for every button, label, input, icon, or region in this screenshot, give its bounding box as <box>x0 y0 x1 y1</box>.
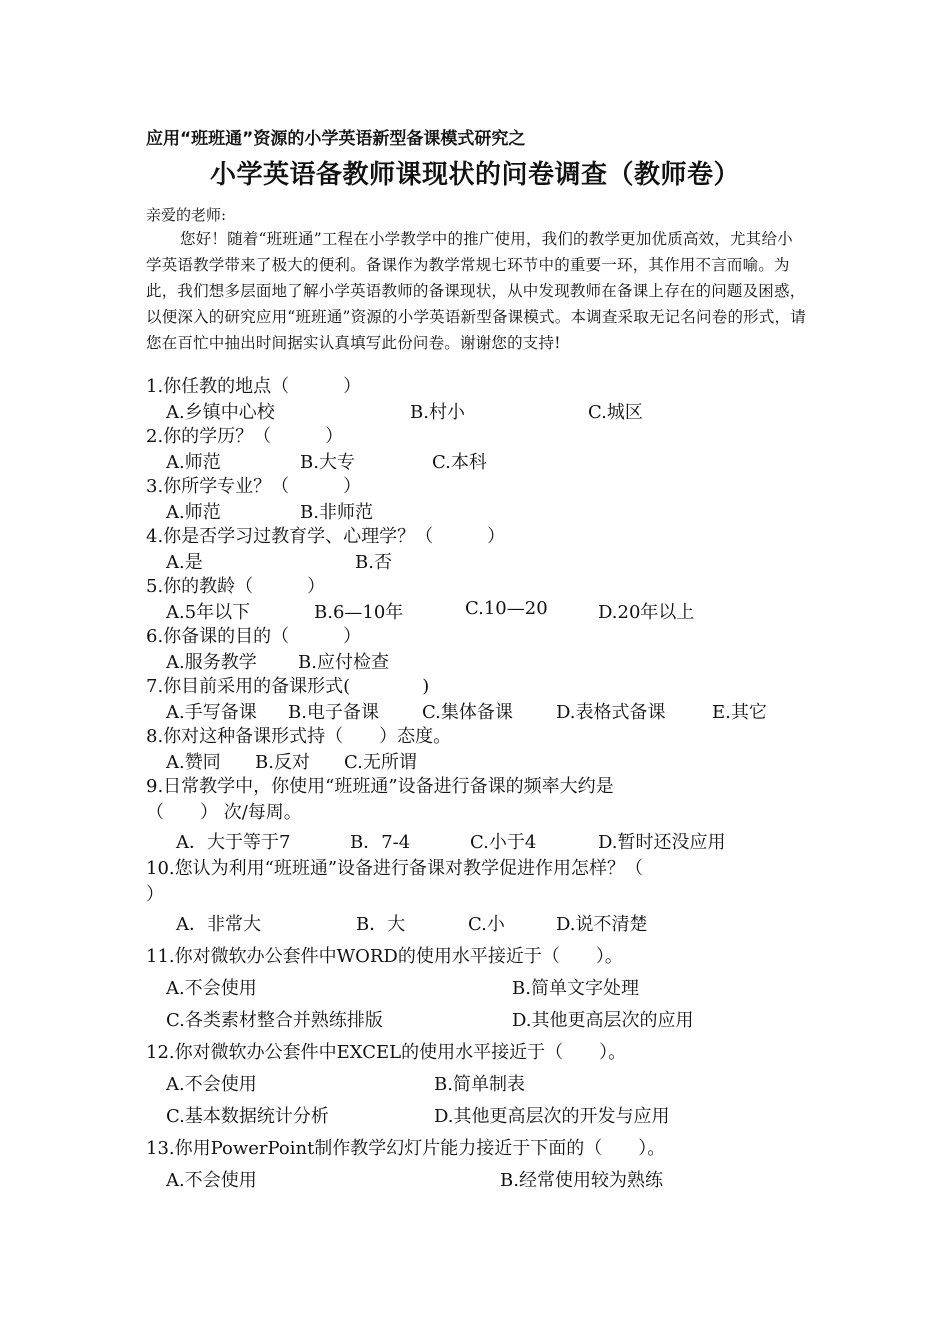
question-9: 9.日常教学中，你使用“班班通”设备进行备课的频率大约是 <box>146 776 614 797</box>
question-12: 12.你对微软办公套件中EXCEL的使用水平接近于（ ）。 <box>146 1042 627 1063</box>
q8-option-b: B.反对 <box>255 752 310 773</box>
q12-option-d: D.其他更高层次的开发与应用 <box>434 1106 670 1127</box>
question-10-continued: ） <box>146 884 164 905</box>
q11-option-b: B.简单文字处理 <box>512 978 639 999</box>
question-2: 2.你的学历？（ ） <box>146 426 344 447</box>
q13-option-b: B.经常使用较为熟练 <box>500 1170 663 1191</box>
question-7: 7.你目前采用的备课形式( ) <box>146 676 430 697</box>
q2-option-c: C.本科 <box>432 452 487 473</box>
q12-option-b: B.简单制表 <box>434 1074 525 1095</box>
q5-option-d: D.20年以上 <box>598 602 695 623</box>
question-5: 5.你的教龄（ ） <box>146 576 326 597</box>
q1-option-a: A.乡镇中心校 <box>166 402 275 423</box>
q1-option-b: B.村小 <box>410 402 465 423</box>
q8-option-a: A.赞同 <box>166 752 221 773</box>
question-3: 3.你所学专业？（ ） <box>146 476 362 497</box>
q3-option-b: B.非师范 <box>300 502 373 523</box>
q9-option-d: D.暂时还没应用 <box>598 832 726 853</box>
q6-option-a: A.服务教学 <box>166 652 257 673</box>
q6-option-b: B.应付检查 <box>298 652 389 673</box>
q5-option-a: A.5年以下 <box>166 602 251 623</box>
q2-option-a: A.师范 <box>166 452 221 473</box>
q3-option-a: A.师范 <box>166 502 221 523</box>
q7-option-b: B.电子备课 <box>288 702 379 723</box>
q11-option-a: A.不会使用 <box>166 978 257 999</box>
question-13: 13.你用PowerPoint制作教学幻灯片能力接近于下面的（ ）。 <box>146 1138 666 1159</box>
question-6: 6.你备课的目的（ ） <box>146 626 362 647</box>
q11-option-c: C.各类素材整合并熟练排版 <box>166 1010 383 1031</box>
q10-option-b: B．大 <box>356 914 406 935</box>
q13-option-a: A.不会使用 <box>166 1170 257 1191</box>
q1-option-c: C.城区 <box>588 402 643 423</box>
q10-option-c: C.小 <box>468 914 505 935</box>
intro-paragraph: 您好！随着“班班通”工程在小学教学中的推广使用，我们的教学更加优质高效，尤其给小学英语教学带来了极大的便利。备课作为教学常规七环节中的重要一环，其作用不言而喻。为此，我们想多层面地了解小学英语教师的备课现状，从中发现教师在备课上存在的问题及困惑，以便深入的研究应用“班班通”资源的小学英语新型备课模式。本调查采取无记名问卷的形式，请您在百忙中抽出时间据实认真填写此份问卷。谢谢您的支持! <box>146 230 806 352</box>
question-8: 8.你对这种备课形式持（ ）态度。 <box>146 726 452 747</box>
question-9-continued: （ ） 次/每周。 <box>146 802 302 823</box>
q7-option-a: A.手写备课 <box>166 702 257 723</box>
question-10: 10.您认为利用“班班通”设备进行备课对教学促进作用怎样？（ <box>146 858 644 879</box>
q10-option-d: D.说不清楚 <box>556 914 648 935</box>
q10-option-a: A．非常大 <box>176 914 261 935</box>
q9-option-c: C.小于4 <box>470 832 537 853</box>
greeting: 亲爱的老师: <box>146 206 227 224</box>
q2-option-b: B.大专 <box>300 452 355 473</box>
q9-option-a: A．大于等于7 <box>176 832 291 853</box>
q4-option-a: A.是 <box>166 552 203 573</box>
q5-option-b: B.6—10年 <box>314 602 404 623</box>
q12-option-a: A.不会使用 <box>166 1074 257 1095</box>
q11-option-d: D.其他更高层次的应用 <box>512 1010 694 1031</box>
q7-option-e: E.其它 <box>712 702 767 723</box>
question-4: 4.你是否学习过教育学、心理学？（ ） <box>146 526 506 547</box>
q7-option-d: D.表格式备课 <box>556 702 666 723</box>
q5-option-c: C.10—20 <box>465 598 548 619</box>
q8-option-c: C.无所谓 <box>344 752 417 773</box>
question-11: 11.你对微软办公套件中WORD的使用水平接近于（ ）。 <box>146 946 623 967</box>
document-title: 小学英语备教师课现状的问卷调查（教师卷） <box>209 160 740 190</box>
q12-option-c: C.基本数据统计分析 <box>166 1106 329 1127</box>
q9-option-b: B．7-4 <box>350 832 411 853</box>
document-subtitle: 应用“班班通”资源的小学英语新型备课模式研究之 <box>146 129 526 149</box>
question-1: 1.你任教的地点（ ） <box>146 376 362 397</box>
q7-option-c: C.集体备课 <box>422 702 513 723</box>
q4-option-b: B.否 <box>355 552 392 573</box>
